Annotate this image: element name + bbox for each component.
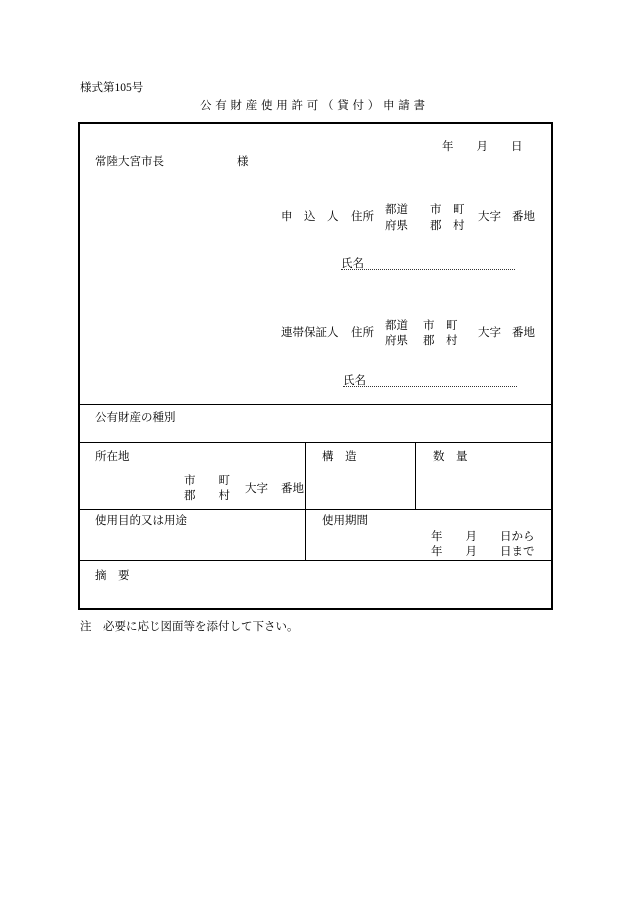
structure-label: 構 造 bbox=[322, 451, 357, 463]
guarantor-name-label: 氏名 bbox=[343, 375, 366, 387]
period-from: 年 月 日から bbox=[431, 531, 535, 543]
location-city-bottom: 郡 村 bbox=[184, 490, 230, 502]
applicant-oaza: 大字 bbox=[478, 211, 501, 223]
guarantor-city-top: 市 町 bbox=[423, 320, 458, 332]
location-oaza: 大字 bbox=[245, 483, 268, 495]
row-divider bbox=[78, 509, 553, 510]
guarantor-pref-bottom: 府県 bbox=[385, 335, 408, 347]
applicant-city-top: 市 町 bbox=[430, 204, 465, 216]
column-divider bbox=[305, 442, 306, 560]
column-divider bbox=[415, 442, 416, 509]
applicant-pref-top: 都道 bbox=[385, 204, 408, 216]
honorific: 様 bbox=[237, 156, 249, 168]
guarantor-banchi: 番地 bbox=[512, 327, 535, 339]
location-banchi: 番地 bbox=[281, 483, 304, 495]
period-label: 使用期間 bbox=[322, 515, 368, 527]
applicant-banchi: 番地 bbox=[512, 211, 535, 223]
guarantor-oaza: 大字 bbox=[478, 327, 501, 339]
property-type-label: 公有財産の種別 bbox=[95, 412, 176, 424]
guarantor-pref-top: 都道 bbox=[385, 320, 408, 332]
date-line: 年 月 日 bbox=[442, 141, 523, 153]
guarantor-name-line bbox=[343, 386, 517, 387]
guarantor-city-bottom: 郡 村 bbox=[423, 335, 458, 347]
addressee: 常陸大宮市長 bbox=[95, 156, 164, 168]
row-divider bbox=[78, 404, 553, 405]
guarantor-role: 連帯保証人 bbox=[281, 327, 339, 339]
applicant-address-label: 住所 bbox=[351, 211, 374, 223]
location-label: 所在地 bbox=[95, 451, 130, 463]
guarantor-address-label: 住所 bbox=[351, 327, 374, 339]
applicant-name-line bbox=[341, 269, 515, 270]
purpose-label: 使用目的又は用途 bbox=[95, 515, 187, 527]
row-divider bbox=[78, 560, 553, 561]
form-number: 様式第105号 bbox=[80, 82, 144, 94]
row-divider bbox=[78, 442, 553, 443]
remarks-label: 摘 要 bbox=[95, 570, 130, 582]
footnote: 注 必要に応じ図面等を添付して下さい。 bbox=[80, 621, 299, 633]
applicant-name-label: 氏名 bbox=[341, 258, 364, 270]
period-to: 年 月 日まで bbox=[431, 546, 535, 558]
applicant-city-bottom: 郡 村 bbox=[430, 220, 465, 232]
location-city-top: 市 町 bbox=[184, 475, 230, 487]
applicant-role: 申 込 人 bbox=[281, 211, 339, 223]
applicant-pref-bottom: 府県 bbox=[385, 220, 408, 232]
quantity-label: 数 量 bbox=[433, 451, 468, 463]
form-title: 公有財産使用許可（貸付）申請書 bbox=[200, 100, 429, 112]
